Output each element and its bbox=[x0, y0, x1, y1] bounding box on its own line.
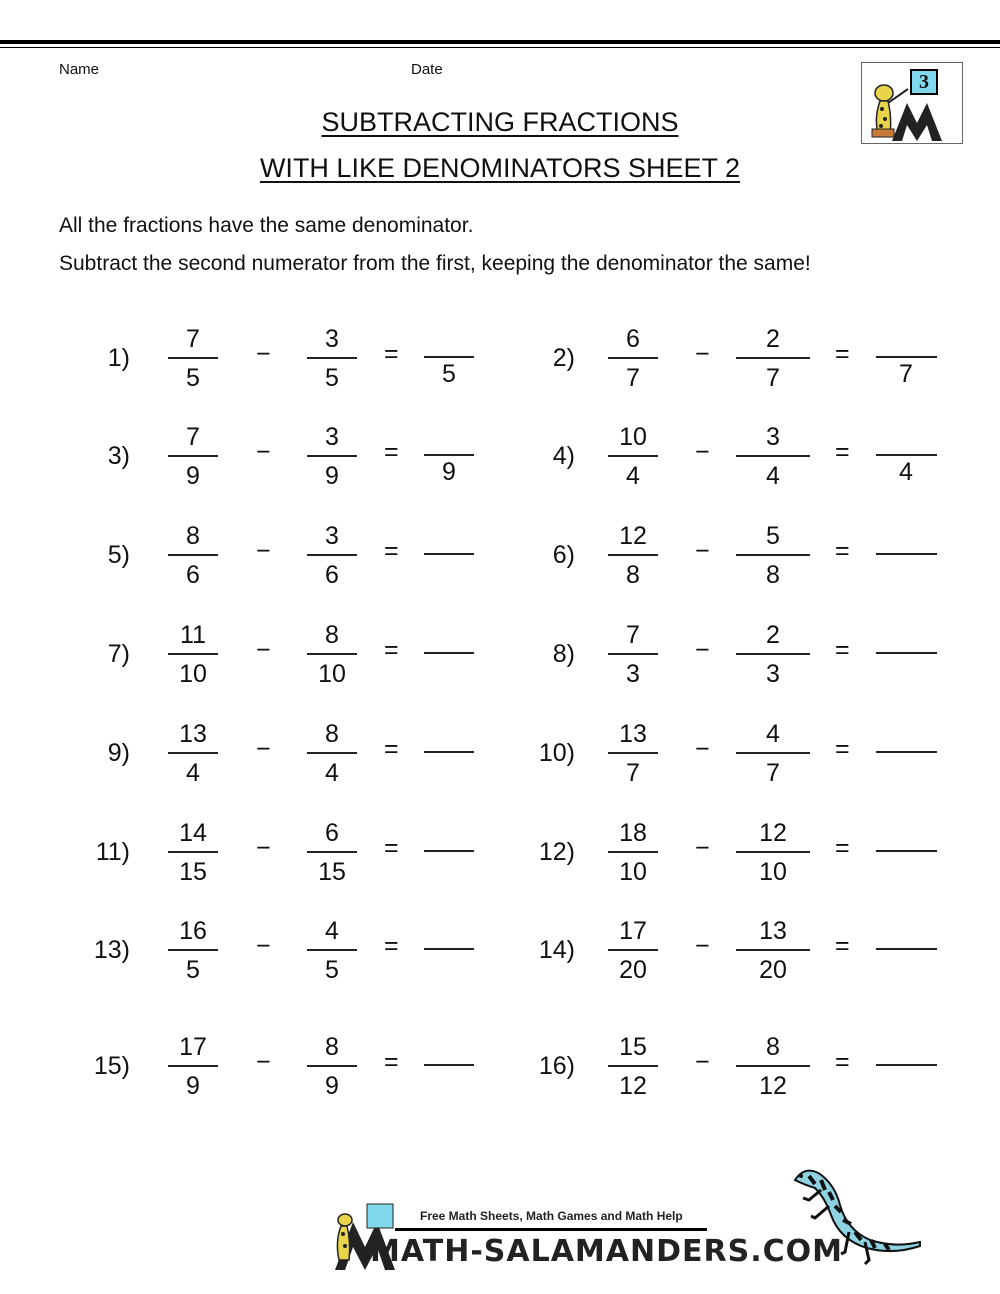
minus-sign: − bbox=[256, 340, 271, 368]
first-fraction bbox=[608, 322, 658, 395]
fraction-bar bbox=[608, 1065, 658, 1067]
title-line-1: SUBTRACTING FRACTIONS bbox=[321, 107, 679, 137]
answer-line[interactable] bbox=[424, 356, 474, 358]
fraction-bar bbox=[168, 357, 218, 359]
first-fraction bbox=[168, 717, 218, 790]
equals-sign: = bbox=[835, 636, 850, 664]
problem-number: 10) bbox=[538, 739, 575, 767]
second-denominator: 4 bbox=[766, 462, 780, 490]
fraction-bar bbox=[168, 752, 218, 754]
grade-number: 3 bbox=[910, 69, 938, 95]
minus-sign: − bbox=[695, 537, 710, 565]
first-numerator: 7 bbox=[186, 325, 200, 353]
equals-sign: = bbox=[384, 932, 399, 960]
second-denominator: 7 bbox=[766, 759, 780, 787]
fraction-bar bbox=[168, 1065, 218, 1067]
first-fraction bbox=[608, 816, 658, 889]
problem-number: 15) bbox=[93, 1052, 130, 1080]
first-fraction bbox=[608, 420, 658, 493]
second-numerator: 8 bbox=[325, 1033, 339, 1061]
first-denominator: 4 bbox=[186, 759, 200, 787]
first-denominator: 9 bbox=[186, 462, 200, 490]
first-numerator: 15 bbox=[619, 1033, 647, 1061]
second-numerator: 2 bbox=[766, 621, 780, 649]
top-rule bbox=[0, 40, 1000, 44]
second-fraction bbox=[736, 914, 810, 987]
answer-denominator: 9 bbox=[442, 458, 456, 486]
fraction-bar bbox=[608, 653, 658, 655]
second-fraction bbox=[307, 618, 357, 691]
footer-tagline: Free Math Sheets, Math Games and Math Help bbox=[420, 1209, 683, 1223]
second-fraction bbox=[736, 618, 810, 691]
first-numerator: 16 bbox=[179, 917, 207, 945]
fraction-bar bbox=[608, 949, 658, 951]
second-denominator: 8 bbox=[766, 561, 780, 589]
second-denominator: 5 bbox=[325, 956, 339, 984]
first-numerator: 7 bbox=[186, 423, 200, 451]
minus-sign: − bbox=[256, 932, 271, 960]
name-label: Name bbox=[59, 61, 100, 78]
answer-line[interactable] bbox=[424, 850, 474, 852]
first-fraction bbox=[168, 519, 218, 592]
first-denominator: 7 bbox=[626, 364, 640, 392]
second-numerator: 4 bbox=[325, 917, 339, 945]
equals-sign: = bbox=[835, 537, 850, 565]
minus-sign: − bbox=[256, 636, 271, 664]
salamander-icon bbox=[785, 1160, 925, 1270]
answer-line[interactable] bbox=[424, 652, 474, 654]
first-numerator: 17 bbox=[179, 1033, 207, 1061]
second-denominator: 3 bbox=[766, 660, 780, 688]
answer-line[interactable] bbox=[876, 553, 937, 555]
minus-sign: − bbox=[695, 932, 710, 960]
minus-sign: − bbox=[256, 438, 271, 466]
fraction-bar bbox=[608, 554, 658, 556]
second-denominator: 6 bbox=[325, 561, 339, 589]
first-fraction bbox=[168, 914, 218, 987]
first-denominator: 5 bbox=[186, 956, 200, 984]
first-numerator: 6 bbox=[626, 325, 640, 353]
first-fraction bbox=[168, 420, 218, 493]
fraction-bar bbox=[168, 949, 218, 951]
first-numerator: 17 bbox=[619, 917, 647, 945]
second-numerator: 8 bbox=[325, 720, 339, 748]
first-fraction bbox=[608, 519, 658, 592]
answer-line[interactable] bbox=[424, 948, 474, 950]
second-denominator: 12 bbox=[759, 1072, 787, 1100]
second-numerator: 3 bbox=[325, 325, 339, 353]
problem-number: 9) bbox=[107, 739, 130, 767]
second-numerator: 8 bbox=[766, 1033, 780, 1061]
answer-line[interactable] bbox=[876, 1064, 937, 1066]
answer-line[interactable] bbox=[876, 652, 937, 654]
second-numerator: 12 bbox=[759, 819, 787, 847]
second-denominator: 20 bbox=[759, 956, 787, 984]
second-fraction bbox=[307, 1030, 357, 1103]
second-fraction bbox=[307, 717, 357, 790]
first-denominator: 3 bbox=[626, 660, 640, 688]
second-fraction bbox=[736, 322, 810, 395]
fraction-bar bbox=[608, 752, 658, 754]
fraction-bar bbox=[307, 653, 357, 655]
second-fraction bbox=[307, 914, 357, 987]
problem-number: 12) bbox=[538, 838, 575, 866]
first-fraction bbox=[608, 618, 658, 691]
fraction-bar bbox=[168, 653, 218, 655]
fraction-bar bbox=[168, 554, 218, 556]
first-denominator: 20 bbox=[619, 956, 647, 984]
second-denominator: 7 bbox=[766, 364, 780, 392]
minus-sign: − bbox=[695, 438, 710, 466]
fraction-bar bbox=[307, 752, 357, 754]
second-fraction bbox=[736, 717, 810, 790]
fraction-bar bbox=[736, 752, 810, 754]
fraction-bar bbox=[736, 653, 810, 655]
title-line-2: WITH LIKE DENOMINATORS SHEET 2 bbox=[259, 153, 741, 183]
minus-sign: − bbox=[695, 340, 710, 368]
top-rule-thin bbox=[0, 47, 1000, 48]
problem-number: 16) bbox=[538, 1052, 575, 1080]
problem-number: 8) bbox=[552, 640, 575, 668]
first-numerator: 11 bbox=[180, 621, 206, 649]
second-fraction bbox=[736, 1030, 810, 1103]
instruction-1: All the fractions have the same denominator. bbox=[59, 214, 474, 237]
fraction-bar bbox=[168, 851, 218, 853]
equals-sign: = bbox=[835, 438, 850, 466]
first-numerator: 8 bbox=[186, 522, 200, 550]
equals-sign: = bbox=[384, 636, 399, 664]
problem-number: 3) bbox=[107, 442, 130, 470]
second-numerator: 8 bbox=[325, 621, 339, 649]
answer-line[interactable] bbox=[876, 850, 937, 852]
minus-sign: − bbox=[256, 537, 271, 565]
equals-sign: = bbox=[384, 1048, 399, 1076]
answer-line[interactable] bbox=[876, 454, 937, 456]
first-denominator: 12 bbox=[619, 1072, 647, 1100]
second-numerator: 3 bbox=[325, 423, 339, 451]
problem-number: 6) bbox=[552, 541, 575, 569]
fraction-bar bbox=[307, 1065, 357, 1067]
problem-number: 5) bbox=[107, 541, 130, 569]
second-denominator: 4 bbox=[325, 759, 339, 787]
first-denominator: 8 bbox=[626, 561, 640, 589]
first-denominator: 5 bbox=[186, 364, 200, 392]
first-fraction bbox=[168, 1030, 218, 1103]
answer-denominator: 5 bbox=[442, 360, 456, 388]
fraction-bar bbox=[736, 554, 810, 556]
first-denominator: 15 bbox=[179, 858, 207, 886]
answer-line[interactable] bbox=[876, 356, 937, 358]
minus-sign: − bbox=[695, 1048, 710, 1076]
answer-line[interactable] bbox=[424, 1064, 474, 1066]
problem-number: 1) bbox=[107, 344, 130, 372]
answer-line[interactable] bbox=[876, 948, 937, 950]
second-fraction bbox=[736, 519, 810, 592]
footer-brand: MATH-SALAMANDERS.COM bbox=[370, 1234, 843, 1269]
problem-number: 2) bbox=[552, 344, 575, 372]
equals-sign: = bbox=[384, 340, 399, 368]
first-numerator: 13 bbox=[619, 720, 647, 748]
second-numerator: 2 bbox=[766, 325, 780, 353]
answer-line[interactable] bbox=[876, 751, 937, 753]
minus-sign: − bbox=[256, 834, 271, 862]
fraction-bar bbox=[608, 455, 658, 457]
minus-sign: − bbox=[695, 636, 710, 664]
first-denominator: 9 bbox=[186, 1072, 200, 1100]
first-fraction bbox=[168, 816, 218, 889]
second-denominator: 9 bbox=[325, 462, 339, 490]
fraction-bar bbox=[307, 949, 357, 951]
equals-sign: = bbox=[384, 438, 399, 466]
first-denominator: 7 bbox=[626, 759, 640, 787]
second-fraction bbox=[736, 420, 810, 493]
fraction-bar bbox=[736, 949, 810, 951]
second-denominator: 15 bbox=[318, 858, 346, 886]
second-numerator: 3 bbox=[325, 522, 339, 550]
second-denominator: 10 bbox=[759, 858, 787, 886]
footer-rule bbox=[395, 1228, 707, 1231]
second-numerator: 6 bbox=[325, 819, 339, 847]
first-numerator: 18 bbox=[619, 819, 647, 847]
equals-sign: = bbox=[384, 537, 399, 565]
second-fraction bbox=[736, 816, 810, 889]
first-fraction bbox=[608, 914, 658, 987]
minus-sign: − bbox=[256, 735, 271, 763]
first-fraction bbox=[608, 1030, 658, 1103]
fraction-bar bbox=[608, 357, 658, 359]
answer-denominator: 4 bbox=[899, 458, 913, 486]
second-fraction bbox=[307, 519, 357, 592]
equals-sign: = bbox=[384, 735, 399, 763]
equals-sign: = bbox=[835, 834, 850, 862]
first-fraction bbox=[168, 618, 218, 691]
problem-number: 7) bbox=[107, 640, 130, 668]
first-denominator: 4 bbox=[626, 462, 640, 490]
second-fraction bbox=[307, 420, 357, 493]
minus-sign: − bbox=[256, 1048, 271, 1076]
minus-sign: − bbox=[695, 834, 710, 862]
equals-sign: = bbox=[384, 834, 399, 862]
fraction-bar bbox=[608, 851, 658, 853]
date-label: Date bbox=[411, 61, 443, 78]
first-numerator: 7 bbox=[626, 621, 640, 649]
first-fraction bbox=[168, 322, 218, 395]
first-denominator: 10 bbox=[619, 858, 647, 886]
fraction-bar bbox=[736, 851, 810, 853]
second-denominator: 9 bbox=[325, 1072, 339, 1100]
second-numerator: 4 bbox=[766, 720, 780, 748]
answer-line[interactable] bbox=[424, 553, 474, 555]
instruction-2: Subtract the second numerator from the first, keeping the denominator the same! bbox=[59, 252, 811, 275]
answer-line[interactable] bbox=[424, 751, 474, 753]
first-numerator: 13 bbox=[179, 720, 207, 748]
problem-number: 13) bbox=[93, 936, 130, 964]
equals-sign: = bbox=[835, 340, 850, 368]
first-denominator: 6 bbox=[186, 561, 200, 589]
first-fraction bbox=[608, 717, 658, 790]
first-numerator: 12 bbox=[619, 522, 647, 550]
problem-number: 14) bbox=[538, 936, 575, 964]
second-numerator: 3 bbox=[766, 423, 780, 451]
fraction-bar bbox=[168, 455, 218, 457]
answer-denominator: 7 bbox=[899, 360, 913, 388]
minus-sign: − bbox=[695, 735, 710, 763]
second-fraction bbox=[307, 816, 357, 889]
fraction-bar bbox=[307, 455, 357, 457]
fraction-bar bbox=[736, 455, 810, 457]
second-numerator: 13 bbox=[759, 917, 787, 945]
equals-sign: = bbox=[835, 1048, 850, 1076]
fraction-bar bbox=[736, 357, 810, 359]
fraction-bar bbox=[307, 357, 357, 359]
second-fraction bbox=[307, 322, 357, 395]
fraction-bar bbox=[736, 1065, 810, 1067]
first-denominator: 10 bbox=[179, 660, 207, 688]
second-numerator: 5 bbox=[766, 522, 780, 550]
second-denominator: 5 bbox=[325, 364, 339, 392]
problem-number: 4) bbox=[552, 442, 575, 470]
equals-sign: = bbox=[835, 735, 850, 763]
equals-sign: = bbox=[835, 932, 850, 960]
fraction-bar bbox=[307, 851, 357, 853]
answer-line[interactable] bbox=[424, 454, 474, 456]
fraction-bar bbox=[307, 554, 357, 556]
problem-number: 11) bbox=[95, 838, 130, 866]
first-numerator: 10 bbox=[619, 423, 647, 451]
first-numerator: 14 bbox=[179, 819, 207, 847]
second-denominator: 10 bbox=[318, 660, 346, 688]
